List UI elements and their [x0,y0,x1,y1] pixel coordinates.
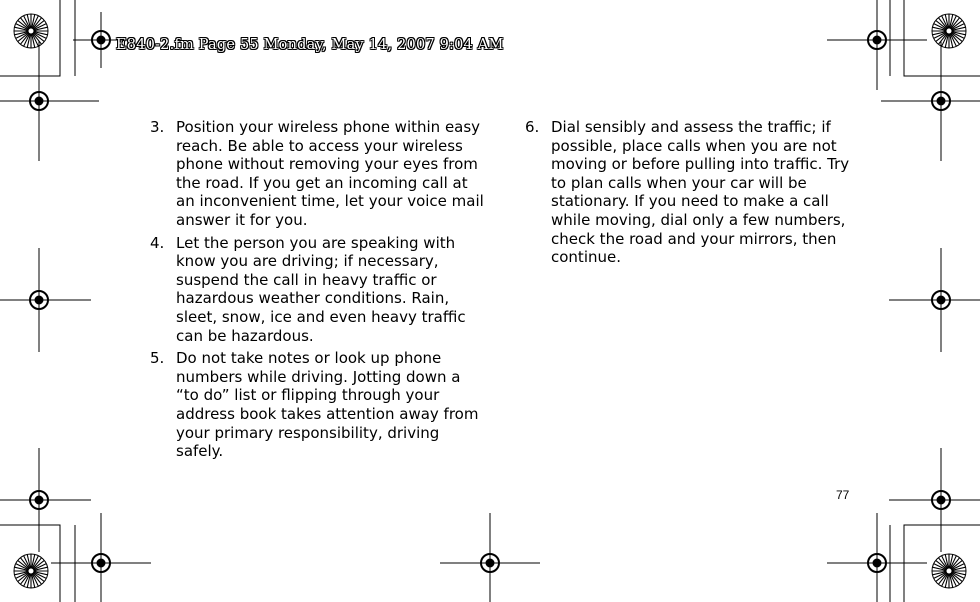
text-line: Dial sensibly and assess the traffic; if [551,118,831,136]
text-line: an inconvenient time, let your voice mail [176,192,484,211]
text-line: stationary. If you need to make a call [551,192,829,211]
right-column [525,118,865,271]
text-line: know you are driving; if necessary, [176,252,439,271]
text-line: Do not take notes or look up phone [176,349,442,368]
text-line: continue. [551,248,621,267]
registration-crosshair-mark [0,248,91,352]
registration-crosshair-mark [0,448,91,552]
text-line: address book takes attention away from [176,404,479,423]
text-line: the road. If you get an incoming call at [176,173,468,192]
text-line: sleet, snow, ice and even heavy traffic [176,307,466,326]
text-line: Let the person you are speaking with [176,233,456,252]
text-line: suspend the call in heavy traffic or [176,270,437,289]
running-head: E840-2.fm Page 55 Monday, May 14, 2007 9:04 AM [116,37,504,53]
registration-crosshair-mark [889,248,980,352]
text-line: can be hazardous. [176,326,314,345]
registration-crosshair-mark [881,41,980,161]
list-item-number: 3. [150,118,165,136]
text-line: “to do” list or flipping through your [176,386,440,405]
text-line: safely. [176,442,224,461]
list-item-5 [150,349,490,461]
list-item-number: 5. [150,349,165,368]
list-item-6 [525,118,865,267]
left-column [150,118,490,465]
registration-starburst-mark [932,554,966,588]
text-line: to plan calls when your car will be [551,173,807,192]
page-number: 77 [836,488,850,502]
registration-crosshair-mark [889,448,980,552]
text-line: while moving, dial only a few numbers, [551,210,846,229]
text-line: check the road and your mirrors, then [551,229,837,248]
text-line: your primary responsibility, driving [176,423,440,442]
registration-starburst-mark [932,14,966,48]
text-line: phone without removing your eyes from [176,155,478,174]
registration-starburst-mark [14,14,48,48]
text-line: possible, place calls when you are not [551,136,837,155]
text-line: Position your wireless phone within easy [176,118,481,136]
text-line: moving or before pulling into traffic. Try [551,155,850,174]
registration-crosshair-mark [0,41,99,161]
text-line: hazardous weather conditions. Rain, [176,289,450,308]
list-item-number: 6. [525,118,540,136]
list-item-text [176,349,490,461]
crop-corner-mark [0,0,60,76]
text-line: answer it for you. [176,210,308,229]
text-line: reach. Be able to access your wireless [176,136,463,155]
registration-crosshair-mark [51,513,151,602]
text-line: numbers while driving. Jotting down a [176,367,461,386]
list-item-number: 4. [150,233,165,252]
list-item-text [176,234,490,346]
list-item-4 [150,234,490,346]
registration-crosshair-mark [440,513,540,602]
list-item-text [551,118,865,267]
registration-crosshair-mark [827,513,927,602]
list-item-text [176,118,490,230]
crop-corner-mark [904,0,980,76]
list-item-3 [150,118,490,230]
registration-starburst-mark [14,554,48,588]
